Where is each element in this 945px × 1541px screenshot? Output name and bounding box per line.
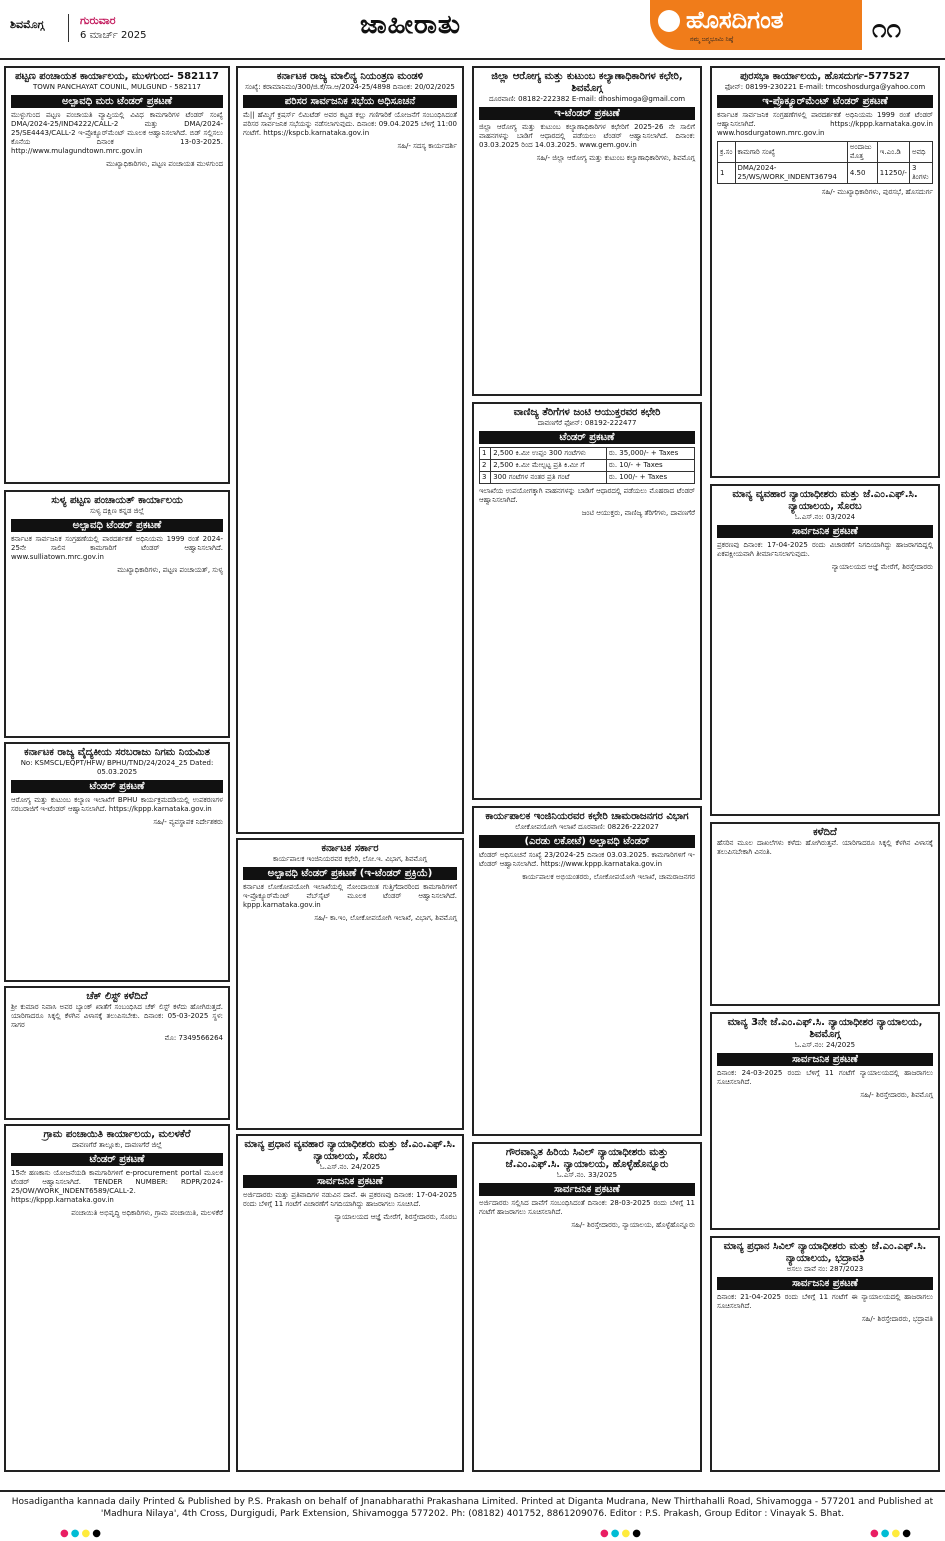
ad-body: ಕರ್ನಾಟಕ ಸಾರ್ವಜನಿಕ ಸಂಗ್ರಹಣೆಯಲ್ಲಿ ಪಾರದರ್ಶಕತೆ ಅಧಿನಿಯಮ 1999 ರಂತೆ 2024-25ನೇ ಸಾಲಿನ ಕಾಮಗಾರಿಗೆ ಟೆಂಡರ್ ಆಹ್ವಾನಿಸಲಾಗಿದೆ. www.sulliatown.mrc.gov.in	[11, 535, 223, 561]
ad-sign: ಸಹಿ/- ಕಾ.ಇಂ, ಲೋಕೋಪಯೋಗಿ ಇಲಾಖೆ, ವಿಭಾಗ, ಶಿವಮೊಗ್ಗ	[314, 914, 457, 922]
table-row	[480, 460, 695, 472]
table-row	[480, 448, 695, 460]
page-header	[0, 0, 945, 60]
ad-title: ಕರ್ನಾಟಕ ರಾಜ್ಯ ಮಾಲಿನ್ಯ ನಿಯಂತ್ರಣ ಮಂಡಳಿ	[276, 71, 424, 82]
ad-subtitle: No: KSMSCL/EQPT/HFW/ BPHU/TND/24/2024_25 Dated: 05.03.2025	[20, 759, 214, 776]
ad-bar: ಅಲ್ಪಾವಧಿ ಟೆಂಡರ್ ಪ್ರಕಟಣೆ	[11, 519, 223, 532]
ad-bar: ಇ-ಟೆಂಡರ್ ಪ್ರಕಟಣೆ	[479, 107, 695, 120]
cell: 2	[480, 460, 491, 472]
ad-body: ಹೆಸರಿನ ಮೂಲ ದಾಖಲೆಗಳು ಕಳೆದು ಹೋಗಿರುತ್ತವೆ. ಯಾರಿಗಾದರೂ ಸಿಕ್ಕಲ್ಲಿ ಕೆಳಗಿನ ವಿಳಾಸಕ್ಕೆ ತಲುಪಿಸಬೇಕಾಗಿ ವಿನಂತಿ.	[717, 839, 933, 856]
brand-banner	[650, 0, 862, 50]
ad-sign: ಮೊ: 7349566264	[164, 1034, 223, 1042]
tender-table	[717, 141, 933, 184]
ad-bar: ಅಲ್ಪಾವಧಿ ಟೆಂಡರ್ ಪ್ರಕಟಣೆ (ಇ-ಟೆಂಡರ್ ಪ್ರಕ್ರಿಯೆ)	[243, 867, 457, 880]
ad-sign: ಸಹಿ/- ಶಿರಸ್ತೇದಾರರು, ನ್ಯಾಯಾಲಯ, ಹೊಳ್ಳೆಹೊನ್ನೂರು	[571, 1221, 695, 1229]
table-row	[718, 163, 933, 184]
rate-table	[479, 447, 695, 484]
ad-title: ಪುರಸಭಾ ಕಾರ್ಯಾಲಯ, ಹೊಸದುರ್ಗ-577527	[740, 71, 910, 82]
cell: ಅವಧಿ	[909, 142, 932, 163]
ad-subtitle: ದಾವಣಗೆರೆ ತಾಲ್ಲೂಕು, ದಾವಣಗೆರೆ ಜಿಲ್ಲೆ	[72, 1141, 162, 1149]
ad-sign: ಮುಖ್ಯಾಧಿಕಾರಿಗಳು, ಪಟ್ಟಣ ಪಂಚಾಯತ ಮುಳಗುಂದ	[106, 160, 223, 168]
cell: ಕಾಮಗಾರಿ ಸಂಖ್ಯೆ	[735, 142, 847, 163]
ad-sign: ನ್ಯಾಯಾಲಯದ ಆಜ್ಞೆ ಮೇರೆಗೆ, ಶಿರಸ್ತೇದಾರರು	[831, 563, 933, 571]
ad-title: ಮಾನ್ಯ ವ್ಯವಹಾರ ನ್ಯಾಯಾಧೀಶರು ಮತ್ತು ಜೆ.ಎಂ.ಎಫ್.ಸಿ. ನ್ಯಾಯಾಲಯ, ಸೊರಬ	[732, 489, 918, 512]
ad-bar: (ಎರಡು ಲಕೋಟೆ) ಅಲ್ಪಾವಧಿ ಟೆಂಡರ್	[479, 835, 695, 848]
ad-hosdurga	[710, 66, 940, 478]
ad-bar: ಟೆಂಡರ್ ಪ್ರಕಟಣೆ	[479, 431, 695, 444]
cell: 2,500 ಕಿ.ಮೀ ಉಪ್ಪಂ 300 ಗಂಟೆಗಳು	[491, 448, 607, 460]
ad-bar: ಸಾರ್ವಜನಿಕ ಪ್ರಕಟಣೆ	[243, 1175, 457, 1188]
ad-sign: ಸಹಿ/- ಶಿರಸ್ತೇದಾರರು, ಶಿವಮೊಗ್ಗ	[860, 1091, 933, 1099]
ad-body: ದಿನಾಂಕ: 24-03-2025 ರಂದು ಬೆಳಿಗ್ಗೆ 11 ಗಂಟೆಗೆ ನ್ಯಾಯಾಲಯದಲ್ಲಿ ಹಾಜರಾಗಲು ಸೂಚಿಸಲಾಗಿದೆ.	[717, 1069, 933, 1086]
ad-body: ಟೆಂಡರ್ ಅಧಿಸೂಚನೆ ಸಂಖ್ಯೆ 23/2024-25 ದಿನಾಂಕ 03.03.2025. ಕಾಮಗಾರಿಗಳಿಗೆ ಇ-ಟೆಂಡರ್ ಆಹ್ವಾನಿಸಲಾಗಿದೆ. https://www.kppp.karnataka.gov.in	[479, 851, 695, 868]
ad-title: ಜಿಲ್ಲಾ ಆರೋಗ್ಯ ಮತ್ತು ಕುಟುಂಬ ಕಲ್ಯಾಣಾಧಿಕಾರಿಗಳ ಕಛೇರಿ, ಶಿವಮೊಗ್ಗ	[491, 71, 683, 94]
ad-sign: ಸಹಿ/- ಸದಸ್ಯ ಕಾರ್ಯದರ್ಶಿ	[397, 142, 457, 150]
cell: ಇ.ಎಂ.ಡಿ	[877, 142, 909, 163]
ad-subtitle: ಸಂಖ್ಯೆ: ಕರಾಮಾನಿಮಂ/300/ಜಿ.ಕೆ/ಸಾ.ಆ/2024-25/4898 ದಿನಾಂಕ: 20/02/2025	[245, 83, 455, 91]
brand-name: ಹೊಸದಿಗಂತ	[686, 6, 784, 34]
table-header	[718, 142, 933, 163]
ad-title: ಕರ್ನಾಟಕ ಸರ್ಕಾರ	[321, 843, 379, 854]
ad-body: ಅರ್ಜಿದಾರರು ಸಲ್ಲಿಸಿದ ದಾವೆಗೆ ಸಂಬಂಧಿಸಿದಂತೆ ದಿನಾಂಕ: 28-03-2025 ರಂದು ಬೆಳಿಗ್ಗೆ 11 ಗಂಟೆಗೆ ಹಾಜರಾಗಲು ಸೂಚಿಸಲಾಗಿದೆ.	[479, 1199, 695, 1216]
ad-court-holehonnur	[472, 1142, 702, 1472]
ad-checklist-lost	[4, 986, 230, 1120]
ad-bar: ಸಾರ್ವಜನಿಕ ಪ್ರಕಟಣೆ	[717, 1277, 933, 1290]
cell: ರು. 10/- + Taxes	[606, 460, 694, 472]
logo-icon	[658, 10, 680, 32]
ad-subtitle: ಓ.ಎಸ್.ನಂ: 03/2024	[794, 513, 856, 521]
ad-body: ಅರ್ಜಿದಾರರು ಮತ್ತು ಪ್ರತಿವಾದಿಗಳ ನಡುವಿನ ದಾವೆ. ಈ ಪ್ರಕರಣವು ದಿನಾಂಕ: 17-04-2025 ರಂದು ಬೆಳಿಗ್ಗೆ 11 ಗಂಟೆಗೆ ವಿಚಾರಣೆಗೆ ನಿಗದಿಯಾಗಿದ್ದು ಹಾಜರಾಗಲು ಸೂಚಿಸಿದೆ.	[243, 1191, 457, 1208]
ad-pwd-chamarajanagar	[472, 806, 702, 1136]
ad-subtitle: ಲೋಕೋಪಯೋಗಿ ಇಲಾಖೆ ದೂರವಾಣಿ: 08226-222027	[515, 823, 659, 831]
ad-mulgund	[4, 66, 230, 484]
ad-title: ಕಾರ್ಯಪಾಲಕ ಇಂಜಿನಿಯರವರ ಕಛೇರಿ ಚಾಮರಾಜನಗರ ವಿಭಾಗ	[485, 811, 689, 822]
ad-subtitle: ಓ.ಎಸ್.ನಂ. 24/2025	[319, 1163, 381, 1171]
ad-subtitle: ಓ.ಎಸ್.ನಂ. 33/2025	[556, 1171, 618, 1179]
ad-sign: ಸಹಿ/- ಮುಖ್ಯಾಧಿಕಾರಿಗಳು, ಪುರಸಭೆ, ಹೊಸದುರ್ಗ	[821, 188, 933, 196]
cell: 1	[718, 163, 736, 184]
ad-subtitle: TOWN PANCHAYAT COUNIL, MULGUND - 582117	[33, 83, 201, 91]
cell: 300 ಗಂಟೆಗಳ ನಂತರ ಪ್ರತಿ ಗಂಟೆ	[491, 472, 607, 484]
ad-body: ಕರ್ನಾಟಕ ಲೋಕೋಪಯೋಗಿ ಇಲಾಖೆಯಲ್ಲಿ ನೋಂದಾಯಿತ ಗುತ್ತಿಗೆದಾರರಿಂದ ಕಾಮಗಾರಿಗಳಿಗೆ ಇ-ಪ್ರೊಕ್ಯೂರ್‌ಮೆಂಟ್ ವೆಬ್‌ಸೈಟ್ ಮೂಲಕ ಟೆಂಡರ್ ಆಹ್ವಾನಿಸಲಾಗಿದೆ. kppp.karnataka.gov.in	[243, 883, 457, 909]
cell: 3	[480, 472, 491, 484]
color-registration-marks: ●●●●	[600, 1528, 643, 1539]
table-row	[480, 472, 695, 484]
cell: ಅಂದಾಜು ಮೊತ್ತ	[847, 142, 877, 163]
ad-title: ಪಟ್ಟಣ ಪಂಚಾಯತ ಕಾರ್ಯಾಲಯ, ಮುಳಗುಂದ- 582117	[15, 71, 219, 82]
ad-kspcb	[236, 66, 464, 834]
ad-bar: ಸಾರ್ವಜನಿಕ ಪ್ರಕಟಣೆ	[717, 1053, 933, 1066]
cell: ರು. 100/- + Taxes	[606, 472, 694, 484]
ad-dho-shivamogga	[472, 66, 702, 396]
ad-body: ಇಲಾಖೆಯ ಉಪಯೋಗಕ್ಕಾಗಿ ವಾಹನಗಳನ್ನು ಬಾಡಿಗೆ ಆಧಾರದಲ್ಲಿ ಪಡೆಯಲು ಮೊಹರಾದ ಟೆಂಡರ್ ಆಹ್ವಾನಿಸಲಾಗಿದೆ.	[479, 487, 695, 504]
ad-title: ವಾಣಿಜ್ಯ ತೆರಿಗೆಗಳ ಜಂಟಿ ಆಯುಕ್ತರವರ ಕಛೇರಿ	[513, 407, 661, 418]
ad-court-sorab-2	[710, 484, 940, 816]
brand-tagline: ನಮ್ಮ ಜನ್ಮಭೂಮಿ ನಿಷ್ಠೆ	[690, 36, 734, 43]
ad-title: ಮಾನ್ಯ 3ನೇ ಜೆ.ಎಂ.ಎಫ್.ಸಿ. ನ್ಯಾಯಾಧೀಶರ ನ್ಯಾಯಾಲಯ, ಶಿವಮೊಗ್ಗ	[727, 1017, 923, 1040]
cell: 2,500 ಕಿ.ಮೀ ಮೇಲ್ಪಟ್ಟ ಪ್ರತಿ ಕಿ.ಮೀ ಗೆ	[491, 460, 607, 472]
ad-sign: ಕಾರ್ಯಪಾಲಕ ಅಭಿಯಂತರರು, ಲೋಕೋಪಯೋಗಿ ಇಲಾಖೆ, ಚಾಮರಾಜನಗರ	[522, 873, 695, 881]
ad-subtitle: ಸುಳ್ಯ ದಕ್ಷಿಣ ಕನ್ನಡ ಜಿಲ್ಲೆ	[89, 507, 145, 515]
ad-subtitle: ಅಸಲು ದಾವೆ ನಂ: 287/2023	[786, 1265, 864, 1273]
ad-bar: ಪರಿಸರ ಸಾರ್ವಜನಿಕ ಸಭೆಯ ಅಧಿಸೂಚನೆ	[243, 95, 457, 108]
ad-subtitle: ಫೋನ್: 08199-230221 E-mail: tmcoshosdurga@yahoo.com	[724, 83, 926, 91]
ad-ksmscl	[4, 742, 230, 982]
cell: 11250/-	[877, 163, 909, 184]
ad-title: ಕಳೆದಿದೆ	[813, 827, 837, 838]
ad-court-sorab-1	[236, 1134, 464, 1472]
cell: 1	[480, 448, 491, 460]
page-number: ೧೧	[872, 14, 902, 44]
color-registration-marks: ●●●●	[60, 1528, 103, 1539]
ad-commercial-tax	[472, 402, 702, 800]
ad-sign: ಸಹಿ/- ಜಿಲ್ಲಾ ಆರೋಗ್ಯ ಮತ್ತು ಕುಟುಂಬ ಕಲ್ಯಾಣಾಧಿಕಾರಿಗಳು, ಶಿವಮೊಗ್ಗ	[536, 154, 695, 162]
imprint-footer: Hosadigantha kannada daily Printed & Published by P.S. Prakash on behalf of Jnanabharathi Prakashana Limited. Printed at Diganta Mudrana, New Thirthahalli Road, Shivamogga - 577201 and Published at 'Madhura Nilaya', 4th Cross, Durgigudi, Park Extension, Shivamogga 577202. Ph: (08182) 401752, 8861209076. Editor : P.S. Prakash, Group Editor : Vinayak S. Bhat.	[0, 1490, 945, 1524]
cell: DMA/2024-25/WS/WORK_INDENT36794	[735, 163, 847, 184]
ad-title: ಸುಳ್ಯ ಪಟ್ಟಣ ಪಂಚಾಯತ್ ಕಾರ್ಯಾಲಯ	[51, 495, 183, 506]
ad-bar: ಇ-ಪ್ರೊಕ್ಯೂರ್‌ಮೆಂಟ್ ಟೆಂಡರ್ ಪ್ರಕಟಣೆ	[717, 95, 933, 108]
ad-subtitle: ಕಾರ್ಯಪಾಲಕ ಇಂಜಿನಿಯರವರ ಕಛೇರಿ, ಲೋ.ಇ. ವಿಭಾಗ, ಶಿವಮೊಗ್ಗ	[273, 855, 427, 863]
ad-body: ಜಿಲ್ಲಾ ಆರೋಗ್ಯ ಮತ್ತು ಕುಟುಂಬ ಕಲ್ಯಾಣಾಧಿಕಾರಿಗಳ ಕಛೇರಿಗೆ 2025-26 ನೇ ಸಾಲಿಗೆ ವಾಹನಗಳನ್ನು ಬಾಡಿಗೆ ಆಧಾರದಲ್ಲಿ ಪಡೆಯಲು ಟೆಂಡರ್ ಆಹ್ವಾನಿಸಲಾಗಿದೆ. ದಿನಾಂಕ: 03.03.2025 ರಿಂದ 14.03.2025. www.gem.gov.in	[479, 123, 695, 149]
ad-body: ಪ್ರಕರಣವು ದಿನಾಂಕ: 17-04-2025 ರಂದು ವಿಚಾರಣೆಗೆ ನಿಗದಿಯಾಗಿದ್ದು ಹಾಜರಾಗದಿದ್ದಲ್ಲಿ ಏಕಪಕ್ಷೀಯವಾಗಿ ತೀರ್ಮಾನಿಸಲಾಗುವುದು.	[717, 541, 933, 558]
ad-body: ಮೆ|| ಹೆಮ್ಮಿಗೆ ಕ್ರಷರ್ಸ್ ಲಿಮಿಟೆಡ್ ಅವರ ಕಟ್ಟಡ ಕಲ್ಲು ಗಣಿಗಾರಿಕೆ ಯೋಜನೆಗೆ ಸಂಬಂಧಿಸಿದಂತೆ ಪರಿಸರ ಸಾರ್ವಜನಿಕ ಸಭೆಯನ್ನು ನಡೆಸಲಾಗುವುದು. ದಿನಾಂಕ: 09.04.2025 ಬೆಳಿಗ್ಗೆ 11:00 ಗಂಟೆಗೆ. https://kspcb.karnataka.gov.in	[243, 111, 457, 137]
ad-subtitle: ಓ.ಎಸ್.ನಂ: 24/2025	[794, 1041, 856, 1049]
ad-court-shivamogga	[710, 1012, 940, 1230]
cell: ರು. 35,000/- + Taxes	[606, 448, 694, 460]
ad-title: ಗ್ರಾಮ ಪಂಚಾಯಿತಿ ಕಾರ್ಯಾಲಯ, ಮಲಳಕೆರೆ	[43, 1129, 191, 1140]
ad-bar: ಅಲ್ಪಾವಧಿ ಮರು ಟೆಂಡರ್ ಪ್ರಕಟಣೆ	[11, 95, 223, 108]
ad-title: ಮಾನ್ಯ ಪ್ರಧಾನ ಸಿವಿಲ್ ನ್ಯಾಯಾಧೀಶರು ಮತ್ತು ಜೆ.ಎಂ.ಎಫ್.ಸಿ. ನ್ಯಾಯಾಲಯ, ಭದ್ರಾವತಿ	[723, 1241, 927, 1264]
cell: 3 ತಿಂಗಳು	[909, 163, 932, 184]
ad-title: ಮಾನ್ಯ ಪ್ರಧಾನ ವ್ಯವಹಾರ ನ್ಯಾಯಾಧೀಶರು ಮತ್ತು ಜೆ.ಎಂ.ಎಫ್.ಸಿ. ನ್ಯಾಯಾಲಯ, ಸೊರಬ	[244, 1139, 456, 1162]
ad-bar: ಸಾರ್ವಜನಿಕ ಪ್ರಕಟಣೆ	[479, 1183, 695, 1196]
ad-subtitle: ದೂರವಾಣಿ: 08182-222382 E-mail: dhoshimoga@gmail.com	[488, 95, 686, 103]
ad-title: ಚೆಕ್ ಲಿಸ್ಟ್ ಕಳೆದಿದೆ	[86, 991, 148, 1002]
ad-bar: ಸಾರ್ವಜನಿಕ ಪ್ರಕಟಣೆ	[717, 525, 933, 538]
ad-body: ದಿನಾಂಕ: 21-04-2025 ರಂದು ಬೆಳಿಗ್ಗೆ 11 ಗಂಟೆಗೆ ಈ ನ್ಯಾಯಾಲಯದಲ್ಲಿ ಹಾಜರಾಗಲು ಸೂಚಿಸಲಾಗಿದೆ.	[717, 1293, 933, 1310]
ad-sign: ಮುಖ್ಯಾಧಿಕಾರಿಗಳು, ಪಟ್ಟಣ ಪಂಚಾಯತ್, ಸುಳ್ಯ	[117, 566, 223, 574]
ad-sign: ಸಹಿ/- ಶಿರಸ್ತೇದಾರರು, ಭದ್ರಾವತಿ	[861, 1315, 933, 1323]
ad-lost	[710, 822, 940, 1006]
ad-bar: ಟೆಂಡರ್ ಪ್ರಕಟಣೆ	[11, 780, 223, 793]
ad-body: ಶ್ರೀ ಕುಮಾರ ನಿವಾಸಿ ಅವರ ಬ್ಯಾಂಕ್ ಖಾತೆಗೆ ಸಂಬಂಧಿಸಿದ ಚೆಕ್ ಲಿಸ್ಟ್ ಕಳೆದು ಹೋಗಿರುತ್ತದೆ. ಯಾರಿಗಾದರೂ ಸಿಕ್ಕಲ್ಲಿ ಕೆಳಗಿನ ವಿಳಾಸಕ್ಕೆ ತಲುಪಿಸಬೇಕು. ದಿನಾಂಕ: 05-03-2025 ಸ್ಥಳ: ಸಾಗರ	[11, 1003, 223, 1029]
ad-title: ಕರ್ನಾಟಕ ರಾಜ್ಯ ವೈದ್ಯಕೀಯ ಸರಬರಾಜು ನಿಗಮ ನಿಯಮಿತ	[24, 747, 210, 758]
ad-subtitle: ದಾವಣಗೆರೆ ಫೋನ್: 08192-222477	[537, 419, 637, 427]
divider	[68, 14, 69, 42]
ad-sullia	[4, 490, 230, 738]
ad-sign: ಜಂಟಿ ಆಯುಕ್ತರು, ವಾಣಿಜ್ಯ ತೆರಿಗೆಗಳು, ದಾವಣಗೆರೆ	[581, 509, 695, 517]
ad-pwd-shivamogga	[236, 838, 464, 1130]
cell: ಕ್ರ.ಸಂ	[718, 142, 736, 163]
color-registration-marks: ●●●●	[870, 1528, 913, 1539]
ad-sign: ಪಂಚಾಯಿತಿ ಅಭಿವೃದ್ಧಿ ಅಧಿಕಾರಿಗಳು, ಗ್ರಾಮ ಪಂಚಾಯಿತಿ, ಮಲಳಕೆರೆ	[71, 1209, 223, 1217]
ad-court-bhadravati	[710, 1236, 940, 1472]
ad-body: ಕರ್ನಾಟಕ ಸಾರ್ವಜನಿಕ ಸಂಗ್ರಹಣೆಗಳಲ್ಲಿ ಪಾರದರ್ಶಕತೆ ಅಧಿನಿಯಮ 1999 ರಂತೆ ಟೆಂಡರ್ ಆಹ್ವಾನಿಸಲಾಗಿದೆ. https://kppp.karnataka.gov.in www.hosdurgatown.mrc.gov.in	[717, 111, 933, 137]
cell: 4.50	[847, 163, 877, 184]
ad-body: 15ನೇ ಹಣಕಾಸು ಯೋಜನೆಯಡಿ ಕಾಮಗಾರಿಗಳಿಗೆ e-procurement portal ಮೂಲಕ ಟೆಂಡರ್ ಆಹ್ವಾನಿಸಲಾಗಿದೆ. TENDER NUMBER: RDPR/2024-25/OW/WORK_INDENT6589/CALL-2. https://kppp.karnataka.gov.in	[11, 1169, 223, 1204]
day: ಗುರುವಾರ	[80, 14, 116, 27]
ad-body: ಆರೋಗ್ಯ ಮತ್ತು ಕುಟುಂಬ ಕಲ್ಯಾಣ ಇಲಾಖೆಗೆ BPHU ಕಾರ್ಯಕ್ರಮದಡಿಯಲ್ಲಿ ಉಪಕರಣಗಳ ಸರಬರಾಜಿಗೆ ಇ-ಟೆಂಡರ್ ಆಹ್ವಾನಿಸಲಾಗಿದೆ. https://kppp.karnataka.gov.in	[11, 796, 223, 813]
ad-body: ಮುಳ್ಳುಗುಂದ ಪಟ್ಟಣ ಪಂಚಾಯತಿ ವ್ಯಾಪ್ತಿಯಲ್ಲಿ ವಿವಿಧ ಕಾಮಗಾರಿಗಳ ಟೆಂಡರ್ ಸಂಖ್ಯೆ DMA/2024-25/IND4222/CALL-2 ಮತ್ತು DMA/2024-25/SE4443/CALL-2 ಇ-ಪ್ರೊಕ್ಯೂರ್‌ಮೆಂಟ್ ಮೂಲಕ ಆಹ್ವಾನಿಸಲಾಗಿದೆ. ಬಿಡ್ ಸಲ್ಲಿಸಲು ಕೊನೆಯ ದಿನಾಂಕ 13-03-2025. http://www.mulagundtown.mrc.gov.in	[11, 111, 223, 155]
date: 6 ಮಾರ್ಚ್ 2025	[80, 30, 147, 41]
ad-sign: ನ್ಯಾಯಾಲಯದ ಆಜ್ಞೆ ಮೇರೆಗೆ, ಶಿರಸ್ತೇದಾರರು, ಸೊರಬ	[334, 1213, 457, 1221]
ad-title: ಗೌರವಾನ್ವಿತ ಹಿರಿಯ ಸಿವಿಲ್ ನ್ಯಾಯಾಧೀಶರು ಮತ್ತು ಜೆ.ಎಂ.ಎಫ್.ಸಿ. ನ್ಯಾಯಾಲಯ, ಹೊಳ್ಳೆಹೊನ್ನೂರು	[505, 1147, 669, 1170]
ad-bar: ಟೆಂಡರ್ ಪ್ರಕಟಣೆ	[11, 1153, 223, 1166]
ad-malalakere	[4, 1124, 230, 1472]
location: ಶಿವಮೊಗ್ಗ	[10, 18, 45, 31]
section-title: ಜಾಹೀರಾತು	[360, 10, 461, 40]
ad-sign: ಸಹಿ/- ವ್ಯವಸ್ಥಾಪಕ ನಿರ್ದೇಶಕರು	[153, 818, 223, 826]
